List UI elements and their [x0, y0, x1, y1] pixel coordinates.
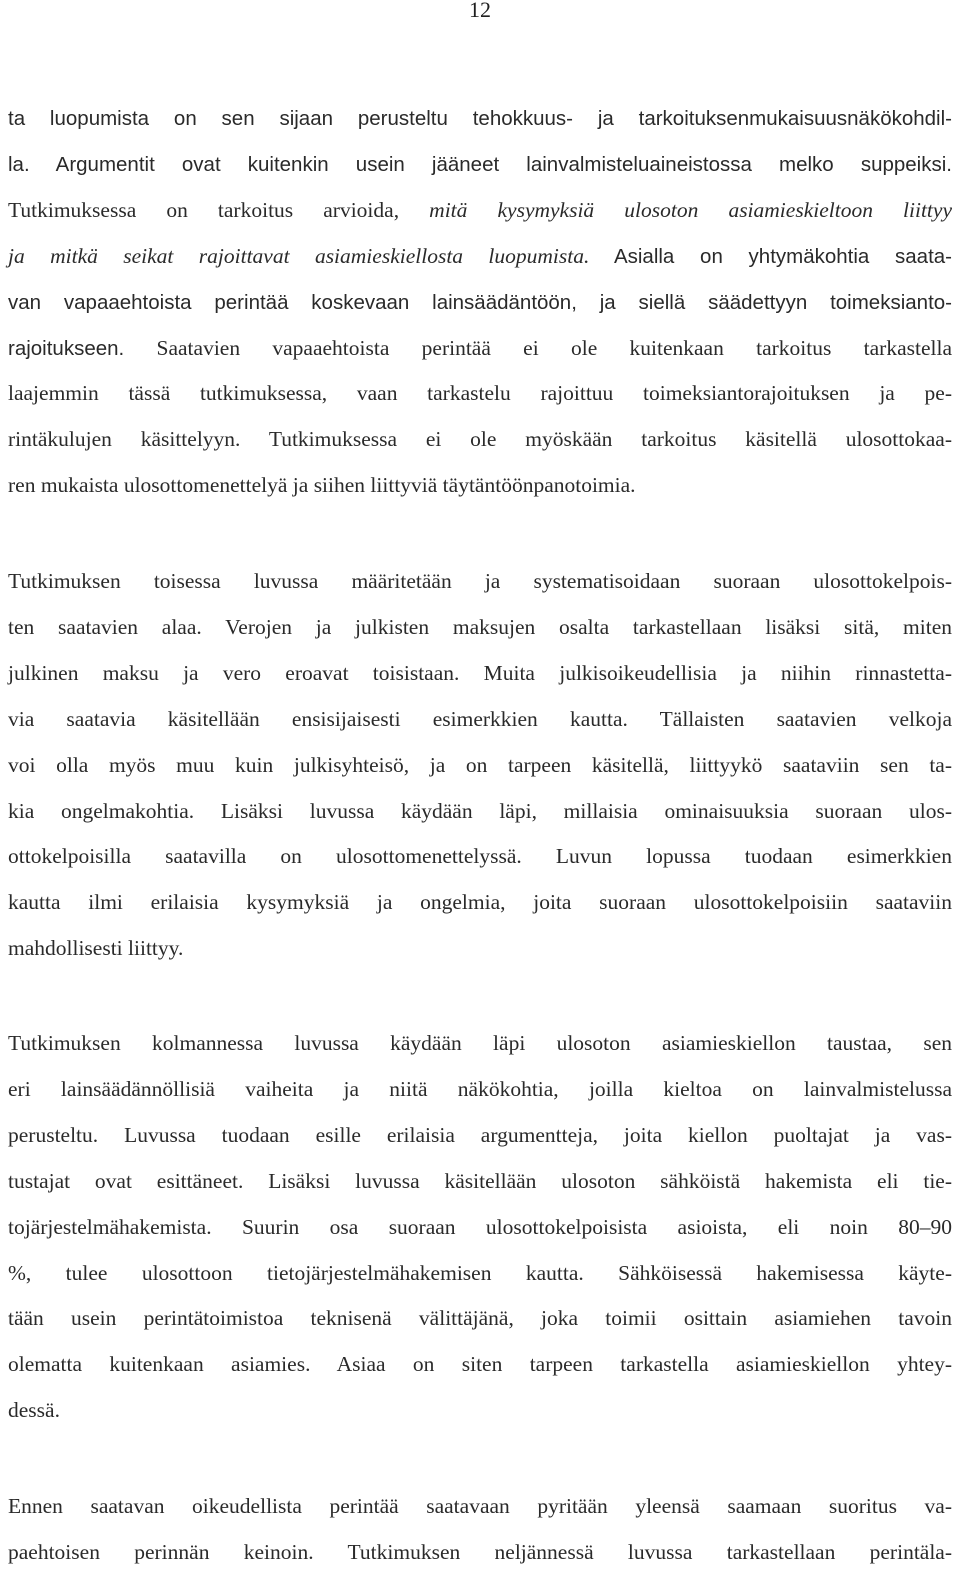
text-segment: Ennen saatavan oikeudellista perintää saatavaan pyritään yleensä saamaan suoritus va-	[8, 1494, 952, 1518]
text-line	[8, 142, 952, 188]
text-line	[8, 1251, 952, 1297]
text-line	[8, 463, 952, 509]
text-segment: julkinen maksu ja vero eroavat toisistaan.	[8, 660, 460, 685]
text-segment: rintäkulujen käsittelyyn. Tutkimuksessa ei ole myöskään tarkoitus käsitellä ulosottokaa-	[8, 427, 952, 452]
text-segment: Tällaisten saatavien velkoja	[627, 706, 952, 731]
text-segment: Luvun lopussa tuodaan esimerkkien	[521, 844, 952, 869]
paragraph-1	[8, 96, 952, 509]
text-segment: %, tulee ulosottoon tietojärjestelmähakemisen kautta.	[8, 1260, 584, 1285]
text-segment: kia ongelmakohtia.	[8, 798, 195, 823]
text-segment-italic: mitä kysymyksiä ulosoton asiamieskieltoon liittyy	[429, 197, 952, 222]
text-segment: Tutkimuksessa on tarkoitus arvioida,	[8, 197, 430, 222]
text-segment: paehtoisen perinnän keinoin.	[8, 1539, 314, 1564]
text-segment: Tutkimuksen toisessa luvussa määritetään ja systematisoidaan suoraan ulosottokelpois-	[8, 569, 952, 593]
text-line	[8, 559, 952, 605]
text-line	[8, 880, 952, 926]
paragraph-2	[8, 559, 952, 972]
text-line	[8, 1113, 952, 1159]
text-line	[8, 1388, 952, 1434]
text-segment: Tutkimuksen neljännessä luvussa tarkastellaan perintäla-	[313, 1539, 953, 1564]
text-segment: van vapaaehtoista perintää koskevaan lainsäädäntöön, ja siellä säädettyyn toimeksianto-	[8, 290, 952, 314]
text-line	[8, 280, 952, 326]
text-line	[8, 1296, 952, 1342]
text-segment: Lisäksi luvussa käsitellään ulosoton sähköistä hakemista eli tie-	[243, 1168, 953, 1193]
text-segment: la. Argumentit ovat kuitenkin usein jääneet lainvalmisteluaineistossa melko suppeiksi.	[8, 152, 952, 176]
text-segment: mahdollisesti liittyy.	[8, 936, 184, 961]
text-segment: Suurin osa suoraan ulosottokelpoisista asioista, eli noin 80–90	[211, 1214, 952, 1239]
text-segment: perusteltu.	[8, 1122, 99, 1147]
text-line	[8, 605, 952, 651]
text-line	[8, 1159, 952, 1205]
text-line	[8, 789, 952, 835]
text-segment: Verojen ja julkisten maksujen osalta tarkastellaan lisäksi sitä, miten	[201, 614, 952, 639]
text-line	[8, 1342, 952, 1388]
text-line	[8, 234, 952, 280]
text-segment: olematta kuitenkaan asiamies.	[8, 1352, 311, 1377]
text-segment: laajemmin tässä tutkimuksessa, vaan tarkastelu rajoittuu toimeksiantorajoituksen ja pe-	[8, 381, 952, 406]
text-segment: ren mukaista ulosottomenettelyä ja siihen liittyviä täytäntöönpanotoimia.	[8, 473, 636, 498]
text-segment: Asialla on yhtymäkohtia saata-	[589, 244, 952, 268]
text-line	[8, 1484, 952, 1530]
text-line	[8, 926, 952, 972]
text-segment: tojärjestelmähakemista.	[8, 1214, 212, 1239]
paragraph-3	[8, 1021, 952, 1434]
text-segment: Luvussa tuodaan esille erilaisia argumentteja, joita kiellon puoltajat ja vas-	[98, 1122, 952, 1147]
text-line	[8, 743, 952, 789]
text-line	[8, 697, 952, 743]
text-segment: ottokelpoisilla saatavilla on ulosottomenettelyssä.	[8, 844, 522, 869]
text-segment: rajoitukseen.	[8, 336, 125, 360]
text-segment: Muita julkisoikeudellisia ja niihin rinnastetta-	[459, 660, 952, 685]
text-segment: Saatavien vapaaehtoista perintää ei ole kuitenkaan tarkoitus tarkastella	[124, 335, 952, 360]
text-line	[8, 1530, 952, 1576]
text-segment: Asiaa on siten tarpeen tarkastella asiamieskiellon yhtey-	[310, 1352, 952, 1377]
text-line	[8, 371, 952, 417]
text-segment: via saatavia käsitellään ensisijaisesti esimerkkien kautta.	[8, 706, 628, 731]
text-segment: Tutkimuksen kolmannessa luvussa käydään läpi ulosoton asiamieskiellon taustaa, sen	[8, 1031, 952, 1055]
text-line	[8, 326, 952, 372]
text-segment: Lisäksi luvussa käydään läpi, millaisia ominaisuuksia suoraan ulos-	[194, 798, 952, 823]
text-line	[8, 834, 952, 880]
text-line	[8, 1067, 952, 1113]
text-segment: tään usein perintätoimistoa teknisenä välittäjänä, joka toimii osittain asiamiehen tavoin	[8, 1306, 952, 1331]
text-line	[8, 1205, 952, 1251]
text-line	[8, 651, 952, 697]
text-segment: dessä.	[8, 1398, 60, 1423]
text-line	[8, 188, 952, 234]
text-segment: Sähköisessä hakemisessa käyte-	[583, 1260, 952, 1285]
text-line	[8, 1021, 952, 1067]
text-line	[8, 417, 952, 463]
paragraph-4	[8, 1484, 952, 1576]
text-segment: kautta ilmi erilaisia kysymyksiä ja ongelmia, joita suoraan ulosottokelpoisiin saataviin	[8, 890, 952, 915]
text-segment: ten saatavien alaa.	[8, 614, 202, 639]
text-line	[8, 96, 952, 142]
text-segment: tustajat ovat esittäneet.	[8, 1168, 244, 1193]
text-segment-italic: ja mitkä seikat rajoittavat asiamieskiellosta luopumista.	[8, 243, 590, 268]
page-number: 12	[469, 0, 491, 22]
text-segment: eri lainsäädännöllisiä vaiheita ja niitä näkökohtia, joilla kieltoa on lainvalmistelussa	[8, 1076, 952, 1101]
text-segment: voi olla myös muu kuin julkisyhteisö, ja on tarpeen käsitellä, liittyykö saataviin sen ta-	[8, 752, 952, 777]
text-segment: ta luopumista on sen sijaan perusteltu tehokkuus- ja tarkoituksenmukaisuusnäkökohdil-	[8, 107, 952, 130]
